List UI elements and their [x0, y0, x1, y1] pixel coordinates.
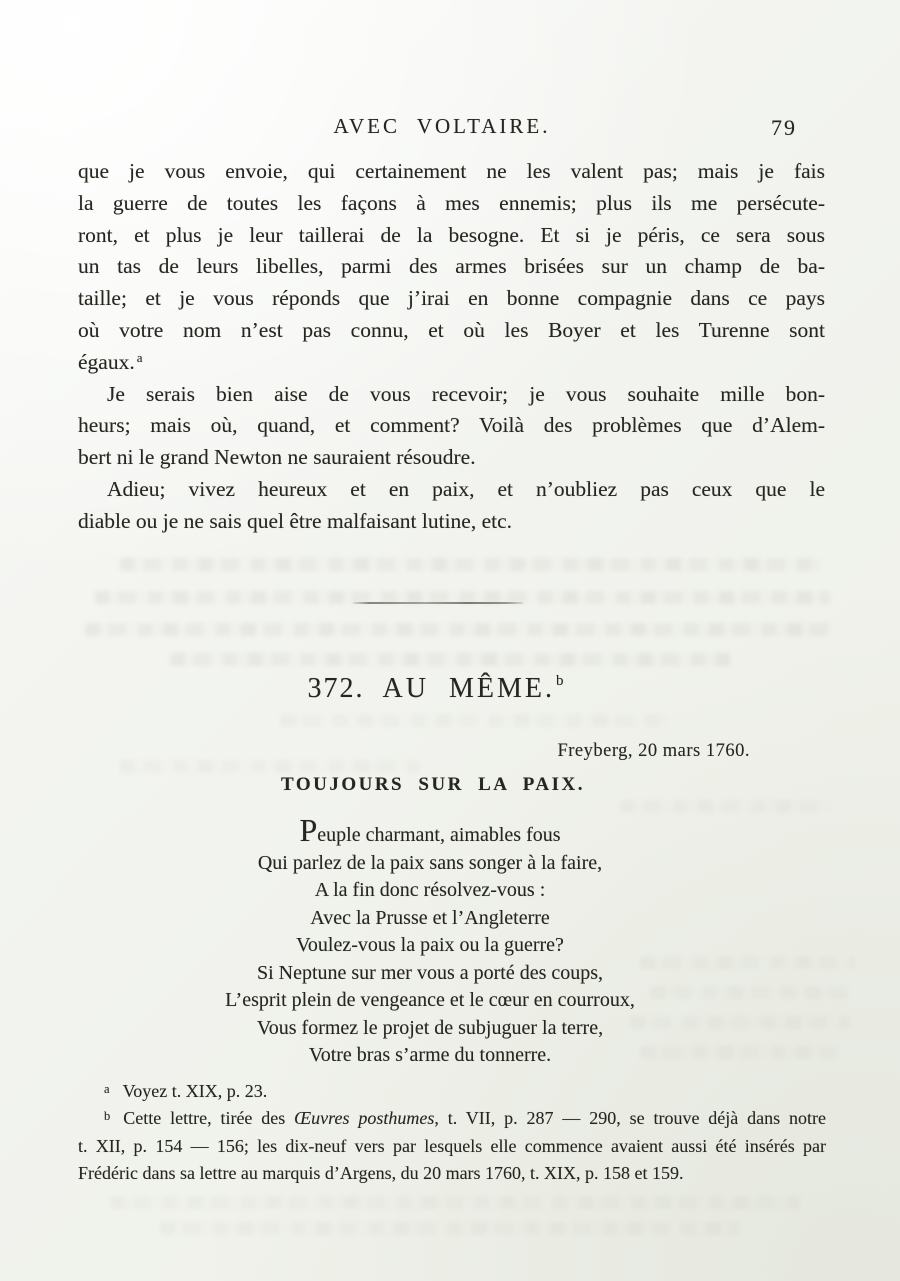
poem-line: Voulez-vous la paix ou la guerre?: [296, 934, 564, 956]
bleed-through-artifact: [120, 558, 820, 571]
bleed-through-artifact: [110, 1196, 800, 1209]
text-line: un tas de leurs libelles, parmi des armes brisées sur un champ de ba-: [78, 254, 825, 279]
poem-line: Qui parlez de la paix sans songer à la faire,: [257, 851, 603, 874]
footnote-marker-b: b: [104, 1109, 111, 1124]
footnote-b-line-2: t. XII, p. 154 — 156; les dix-neuf vers par lesquels elle commence avaient aussi été insérés par: [78, 1135, 826, 1156]
text-line: diable ou je ne sais quel être malfaisant lutine, etc.: [78, 508, 513, 533]
footnote-text: Cette lettre, tirée des: [123, 1108, 295, 1129]
text-line: Je serais bien aise de vous recevoir; je vous souhaite mille bon-: [107, 381, 825, 406]
text-line: bert ni le grand Newton ne sauraient résoudre.: [78, 445, 476, 470]
text-line: heurs; mais où, quand, et comment? Voilà des problèmes que d’Alem-: [78, 413, 825, 438]
poem: [0, 812, 860, 1070]
footnote-ref-b: b: [555, 673, 567, 689]
footnote-text-italic: Œuvres posthumes: [294, 1108, 435, 1129]
drop-cap-initial: P: [299, 812, 318, 848]
page-number: 79: [771, 115, 797, 140]
poem-line: A la fin donc résolvez-vous :: [314, 879, 546, 901]
poem-line: Votre bras s’arme du tonnerre.: [308, 1044, 552, 1066]
text-line: taille; et je vous réponds que j’irai en bonne compagnie dans ce pays: [78, 286, 825, 311]
bleed-through-artifact: [160, 1222, 740, 1235]
footnote-text: , t. VII, p. 287 — 290, se trouve déjà dans notre: [434, 1108, 826, 1129]
text-line: [78, 347, 825, 379]
text-fragment: égaux.: [78, 349, 135, 374]
footnote-marker-a: a: [104, 1082, 110, 1096]
footnote-b-line-1: [78, 1105, 826, 1132]
footnote-text: Voyez t. XIX, p. 23.: [122, 1081, 268, 1101]
section-divider: [353, 602, 523, 604]
text-line: la guerre de toutes les façons à mes ennemis; plus ils me persécute-: [78, 190, 825, 215]
footnotes: [78, 1078, 826, 1188]
paragraph: [78, 156, 825, 379]
letter-number: 372.: [307, 673, 365, 704]
text-line: que je vous envoie, qui certainement ne les valent pas; mais je fais: [78, 159, 825, 183]
poem-line: Vous formez le projet de subjuguer la terre,: [256, 1016, 604, 1039]
dateline: Freyberg, 20 mars 1760.: [557, 741, 750, 761]
letter-body: [78, 156, 825, 538]
poem-line-text: euple charmant, aimables fous: [317, 824, 561, 846]
letter-heading: [0, 673, 874, 705]
poem-line: Avec la Prusse et l’Angleterre: [310, 906, 550, 929]
paragraph: [78, 379, 825, 474]
bleed-through-artifact: [170, 653, 730, 666]
running-header: AVEC VOLTAIRE.: [333, 114, 551, 138]
poem-line: [0, 812, 860, 850]
poem-line: L’esprit plein de vengeance et le cœur en courroux,: [225, 989, 635, 1011]
text-line: ront, et plus je leur taillerai de la besogne. Et si je péris, ce sera sous: [78, 222, 825, 247]
paragraph: [78, 474, 825, 538]
footnote-b-line-3: Frédéric dans sa lettre au marquis d’Argens, du 20 mars 1760, t. XIX, p. 158 et 159.: [78, 1163, 684, 1184]
text-line: Adieu; vivez heureux et en paix, et n’oubliez pas ceux que le: [107, 476, 825, 501]
bleed-through-artifact: [620, 800, 830, 813]
bleed-through-artifact: [280, 714, 670, 727]
text-line: où votre nom n’est pas connu, et où les Boyer et les Turenne sont: [78, 317, 825, 342]
subject-heading: TOUJOURS SUR LA PAIX.: [280, 774, 585, 795]
bleed-through-artifact: [85, 623, 830, 636]
poem-line: Si Neptune sur mer vous a porté des coups,: [256, 961, 604, 984]
footnote-ref-a: a: [136, 349, 143, 365]
footnote-a: [78, 1078, 826, 1105]
letter-title: AU MÊME.: [382, 673, 555, 704]
